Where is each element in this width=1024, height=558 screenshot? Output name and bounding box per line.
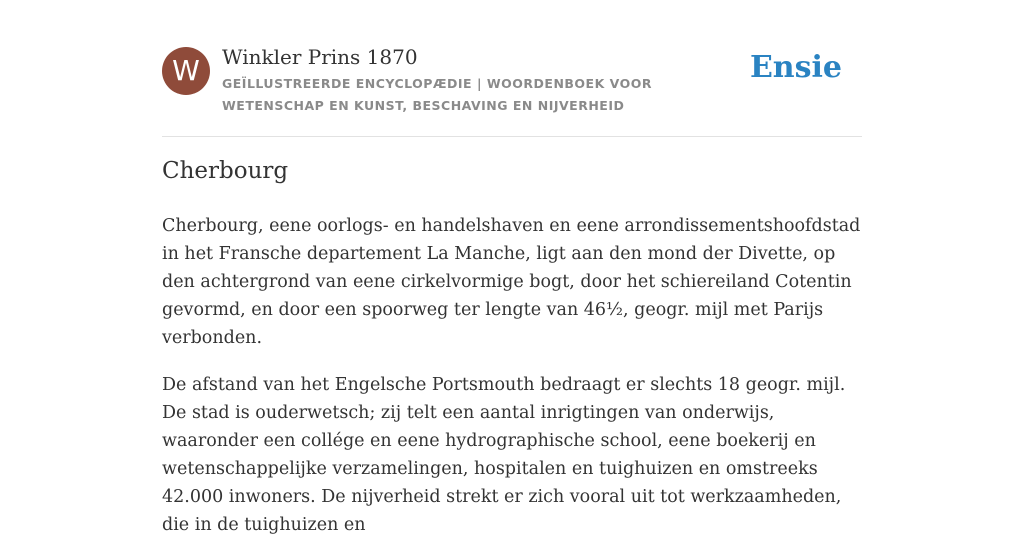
article-title: Cherbourg <box>162 158 289 184</box>
article-paragraph: Cherbourg, eene oorlogs- en handelshaven en eene arrondissementshoofdstad in het Fransche departement La Manche, ligt aan den mond der Divette, op den achtergrond van eene cirkelvormige bogt, door het schiereiland Cotentin gevormd, en door een spoorweg ter lengte van 46½, geogr. mijl met Parijs verbonden. <box>162 216 861 348</box>
source-title[interactable]: Winkler Prins 1870 <box>222 45 418 69</box>
source-avatar[interactable]: W <box>162 47 210 95</box>
article-paragraph: De afstand van het Engelsche Portsmouth bedraagt er slechts 18 geogr. mijl. De stad is ouderwetsch; zij telt een aantal inrigtingen van onderwijs, waaronder een collége en eene hydrographische school, eene boekerij en wetenschappelijke verzamelingen, hospitalen en tuighuizen en omstreeks 42.000 inwoners. De nijverheid strekt er zich vooral uit tot werkzaamheden, die in de tuighuizen en <box>162 375 846 535</box>
article-body <box>162 212 862 558</box>
brand-logo-link[interactable]: Ensie <box>749 50 842 85</box>
source-header <box>162 44 862 137</box>
source-subtitle: GEÏLLUSTREERDE ENCYCLOPÆDIE | WOORDENBOEK VOOR WETENSCHAP EN KUNST, BESCHAVING EN NIJVERHEID <box>222 76 652 113</box>
